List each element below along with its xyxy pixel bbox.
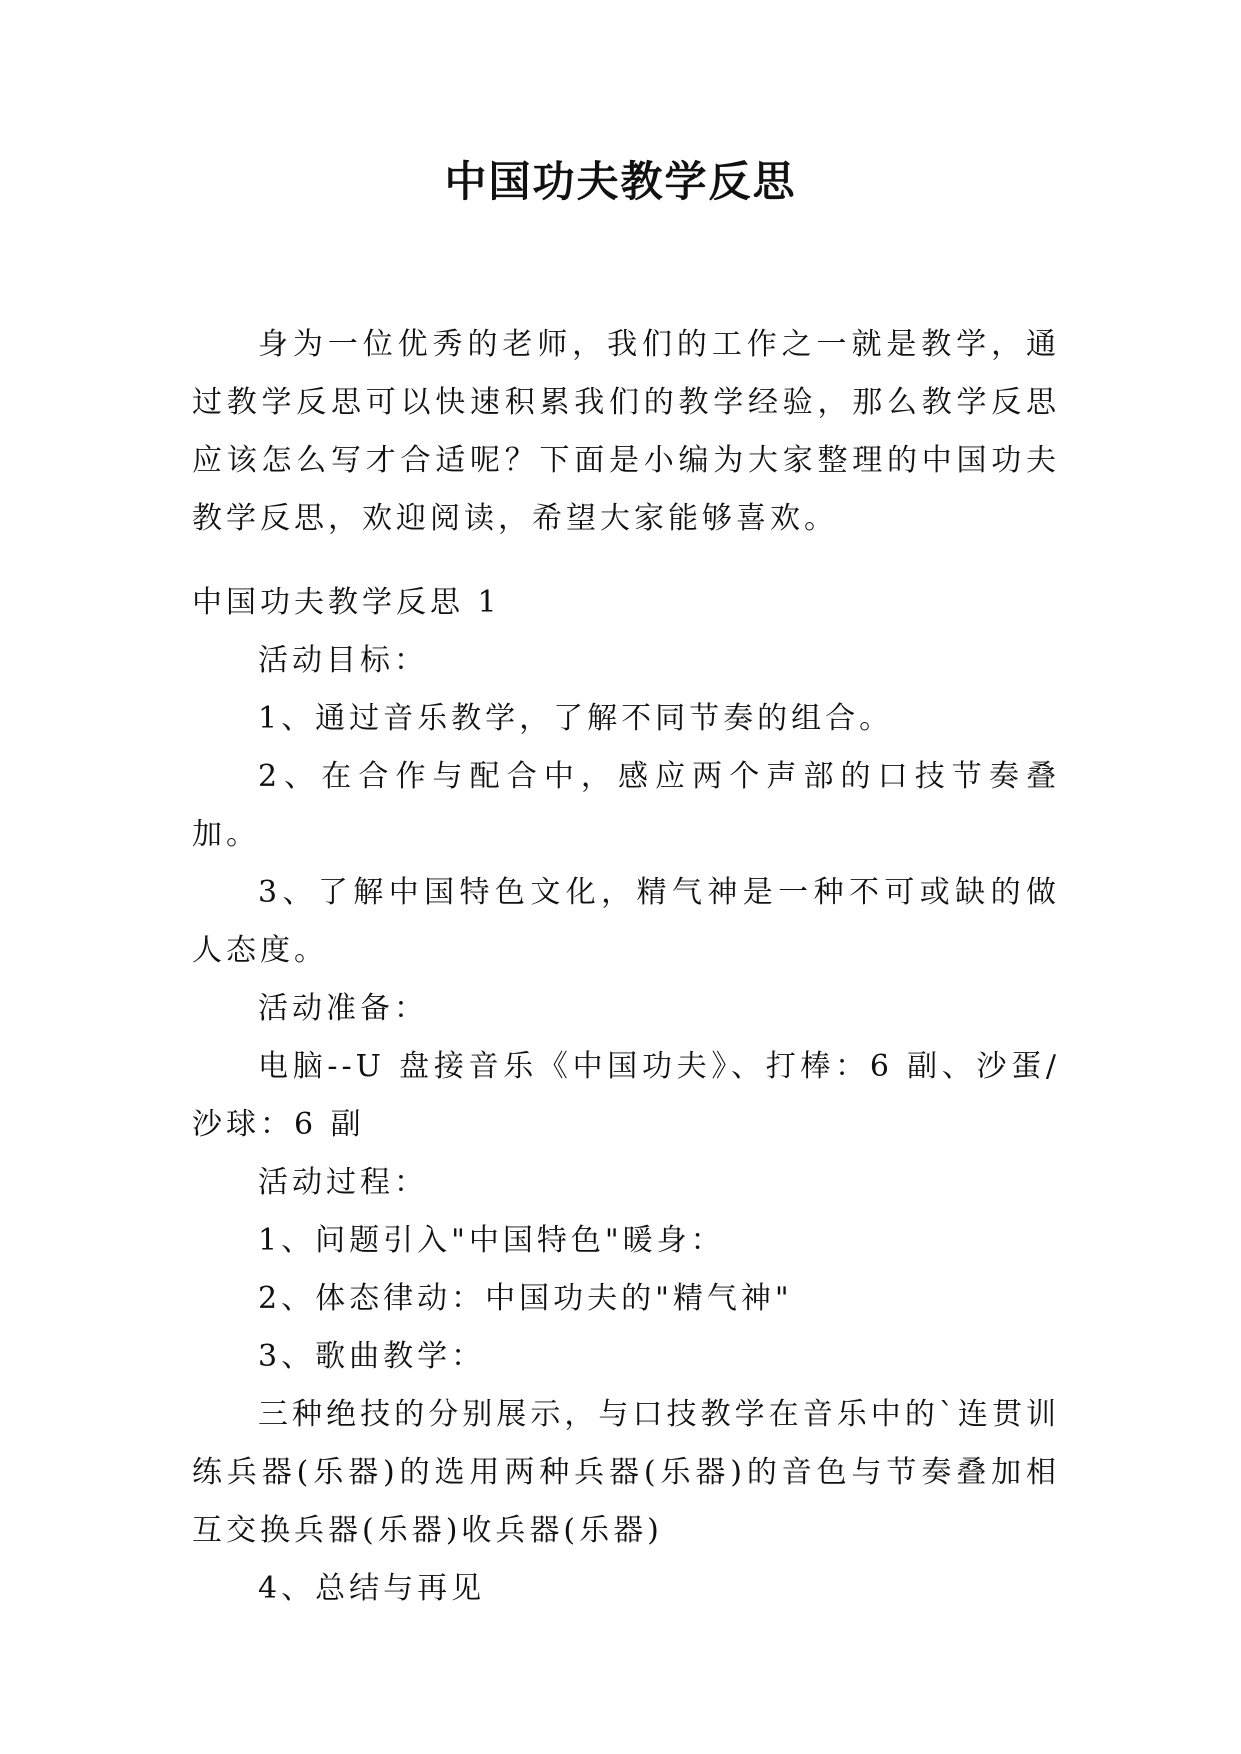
- activity-process-heading: 活动过程：: [258, 1165, 428, 1200]
- goal-item: 3、了解中国特色文化，精气神是一种不可或缺的做人态度。: [192, 875, 1060, 968]
- intro-paragraph: 身为一位优秀的老师，我们的工作之一就是教学，通过教学反思可以快速积累我们的教学经验，那么教学反思应该怎么写才合适呢？下面是小编为大家整理的中国功夫教学反思，欢迎阅读，希望大家能够喜欢。: [192, 327, 1060, 536]
- process-item: 4、总结与再见: [258, 1571, 486, 1606]
- goal-item: 1、通过音乐教学，了解不同节奏的组合。: [258, 701, 894, 736]
- process-detail: 三种绝技的分别展示，与口技教学在音乐中的`连贯训练兵器(乐器)的选用两种兵器(乐器)的音色与节奏叠加相互交换兵器(乐器)收兵器(乐器): [192, 1397, 1060, 1548]
- process-item: 3、歌曲教学：: [258, 1339, 486, 1374]
- document-title: 中国功夫教学反思: [444, 157, 797, 206]
- document-body: [192, 574, 1060, 1618]
- goal-item: 2、在合作与配合中，感应两个声部的口技节奏叠加。: [192, 759, 1060, 852]
- activity-goals-heading: 活动目标：: [258, 643, 428, 678]
- prep-item: 电脑--U 盘接音乐《中国功夫》、打棒：6 副、沙蛋/沙球：6 副: [192, 1049, 1060, 1142]
- process-item: 2、体态律动：中国功夫的"精气神": [258, 1281, 793, 1316]
- process-item: 1、问题引入"中国特色"暖身：: [258, 1223, 725, 1258]
- activity-prep-heading: 活动准备：: [258, 991, 428, 1026]
- section-heading: 中国功夫教学反思 1: [192, 585, 501, 620]
